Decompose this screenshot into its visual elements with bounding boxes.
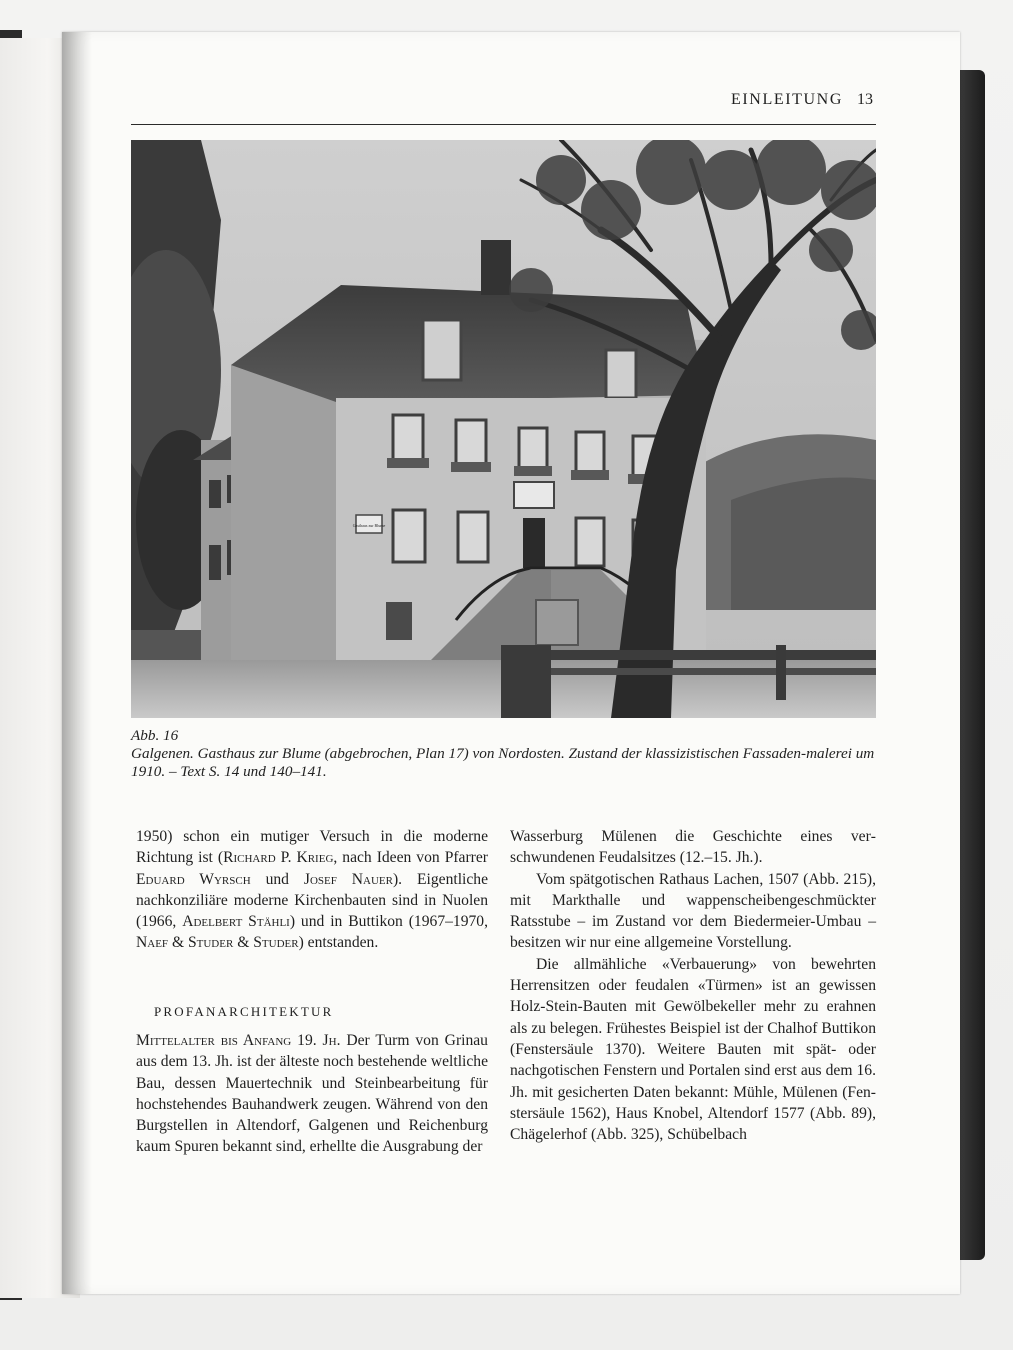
text-run: und <box>250 870 304 888</box>
person-name: Eduard Wyrsch <box>136 870 251 888</box>
text-run: 1950) schon ein mutiger Versuch in die moderne <box>136 828 488 845</box>
photograph-gasthaus-zur-blume <box>131 140 876 718</box>
text-run: Der Turm von Grinau aus dem 13. Jh. ist der älteste noch bestehende weltliche Bau, dessen Mauertechnik und Steinbearbeitung für hochstehendes Bauhandwerk zeugen. Während von den Burgstellen in Altendorf, Galgenen und Reichenburg kaum Spuren bekannt sind, erhellte die Ausgrabung der <box>136 1032 488 1156</box>
text-run: ) entstanden. <box>298 934 379 952</box>
text-run: ). Eigentliche nachkonziliäre moderne Kirchenbauten sind in Nuolen (1966, <box>136 870 488 931</box>
header-rule <box>131 124 876 125</box>
section-heading: PROFANARCHITEKTUR <box>154 1004 334 1019</box>
person-name: Richard P. Krieg <box>223 849 334 867</box>
person-name: Adelbert Stähli <box>182 913 290 931</box>
section-name: EINLEITUNG <box>731 91 843 108</box>
right-column <box>510 826 876 1145</box>
figure-label: Abb. 16 <box>131 727 179 744</box>
right-paragraph-3: Die allmähliche «Verbauerung» von bewehrten Herrensitzen oder feudalen «Türmen» ist an gewissen Holz-Stein-Bauten mit Gewölbekeller mehr zu erahnen als zu belegen. Frühestes Beispiel ist der Chalhof Buttikon (Fenstersäule 1370). Weitere Bauten mit spät- oder nachgotischen Fenstern und Portalen sind erst aus dem 16. Jh. mit gesicherten Daten bekannt: Mühle, Mülenen (Fenstersäule 1562), Haus Knobel, Altendorf 1577 (Abb. 89), Chägelerhof (Abb. 325), Schübelbach <box>510 955 876 1144</box>
page-number: 13 <box>857 91 873 108</box>
right-paragraph-1: Wasserburg Mülenen die Geschichte eines verschwundenen Feudalsitzes (12.–15. Jh.). <box>510 828 876 867</box>
person-name: Josef Nauer <box>303 870 393 888</box>
text-run: ) und in Buttikon (1967–1970, <box>289 913 488 931</box>
figure-caption-text: Galgenen. Gasthaus zur Blume (abgebrochen, Plan 17) von Nordosten. Zustand der klassizistischen Fassaden-malerei um 1910. – Text S. 14 und 140–141. <box>131 745 875 780</box>
figure-caption <box>131 727 876 781</box>
text-run: Richtung ist ( <box>136 849 224 867</box>
running-header <box>731 91 873 109</box>
left-column-paragraph-1 <box>136 826 488 954</box>
left-column-paragraph-2 <box>136 1030 488 1158</box>
spine-shadow <box>62 32 92 1294</box>
text-run: Pfarrer <box>444 849 488 867</box>
architect-names: Naef & Studer & Studer <box>136 934 299 952</box>
text-run: , nach Ideen von <box>333 849 440 867</box>
right-paragraph-2: Vom spätgotischen Rathaus Lachen, 1507 (Abb. 215), mit Markthalle und wappenscheibengeschmückter Ratsstube – im Zustand vor dem Biedermeier-Umbau – besitzen wir nur eine allgemeine Vorstellung. <box>510 870 876 952</box>
paragraph-lead: Mittelalter bis Anfang 19. Jh. <box>136 1032 341 1049</box>
inn-sign-text: Gasthaus zur Blume <box>352 523 386 528</box>
